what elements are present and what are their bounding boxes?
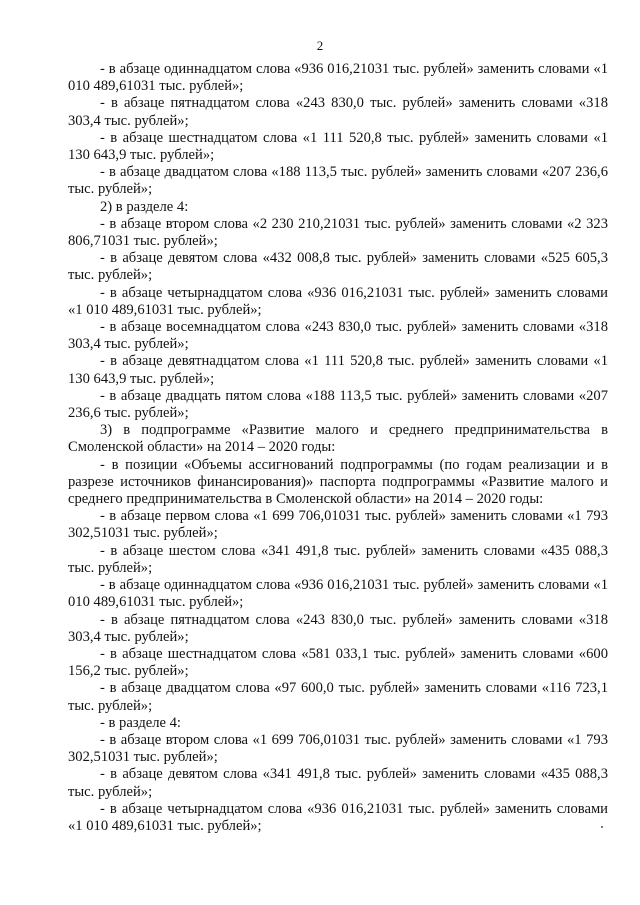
paragraph: - в абзаце пятнадцатом слова «243 830,0 тыс. рублей» заменить словами «318 303,4 тыс. рублей»; [68,611,608,645]
page-number: 2 [316,38,324,53]
paragraph: - в абзаце девятом слова «432 008,8 тыс. рублей» заменить словами «525 605,3 тыс. рублей»; [68,250,608,284]
paragraph: - в абзаце пятнадцатом слова «243 830,0 тыс. рублей» заменить словами «318 303,4 тыс. рублей»; [68,95,608,129]
paragraph: - в абзаце девятом слова «341 491,8 тыс. рублей» заменить словами «435 088,3 тыс. рублей»; [68,766,608,800]
scan-speck [601,826,603,828]
paragraph: - в абзаце шестом слова «341 491,8 тыс. рублей» заменить словами «435 088,3 тыс. рублей»; [68,542,608,576]
paragraph: - в абзаце втором слова «2 230 210,21031 тыс. рублей» заменить словами «2 323 806,71031 тыс. рублей»; [68,215,608,250]
paragraph: - в абзаце двадцатом слова «97 600,0 тыс. рублей» заменить словами «116 723,1 тыс. рублей»; [68,680,608,714]
paragraph: - в позиции «Объемы ассигнований подпрограммы (по годам реализации и в разрезе источников финансирования)» паспорта подпрограммы «Развитие малого и среднего предпринимательства в Смоленской области» на 2014 – 2020 годы: [68,456,608,508]
paragraph: - в абзаце одиннадцатом слова «936 016,21031 тыс. рублей» заменить словами «1 010 489,61031 тыс. рублей»; [68,61,608,95]
paragraph: - в абзаце одиннадцатом слова «936 016,21031 тыс. рублей» заменить словами «1 010 489,61031 тыс. рублей»; [68,577,608,611]
paragraph: - в абзаце двадцать пятом слова «188 113,5 тыс. рублей» заменить словами «207 236,6 тыс. рублей»; [68,387,608,422]
paragraph: - в абзаце четырнадцатом слова «936 016,21031 тыс. рублей» заменить словами «1 010 489,61031 тыс. рублей»; [68,800,608,834]
section-heading: - в разделе 4: [100,714,181,731]
paragraph: - в абзаце втором слова «1 699 706,01031 тыс. рублей» заменить словами «1 793 302,51031 тыс. рублей»; [68,731,608,766]
paragraph: - в абзаце четырнадцатом слова «936 016,21031 тыс. рублей» заменить словами «1 010 489,61031 тыс. рублей»; [68,284,608,318]
paragraph: - в абзаце восемнадцатом слова «243 830,0 тыс. рублей» заменить словами «318 303,4 тыс. рублей»; [68,319,608,353]
paragraph: - в абзаце двадцатом слова «188 113,5 тыс. рублей» заменить словами «207 236,6 тыс. рублей»; [68,164,608,198]
paragraph: - в абзаце первом слова «1 699 706,01031 тыс. рублей» заменить словами «1 793 302,51031 тыс. рублей»; [68,508,608,542]
paragraph: - в абзаце девятнадцатом слова «1 111 520,8 тыс. рублей» заменить словами «1 130 643,9 тыс. рублей»; [68,353,608,387]
section-heading: 3) в подпрограмме «Развитие малого и среднего предпринимательства в Смоленской области» на 2014 – 2020 годы: [68,422,608,456]
section-heading: 2) в разделе 4: [100,198,189,215]
paragraph: - в абзаце шестнадцатом слова «581 033,1 тыс. рублей» заменить словами «600 156,2 тыс. рублей»; [68,645,608,680]
document-body [68,61,608,835]
paragraph: - в абзаце шестнадцатом слова «1 111 520,8 тыс. рублей» заменить словами «1 130 643,9 тыс. рублей»; [68,129,608,164]
